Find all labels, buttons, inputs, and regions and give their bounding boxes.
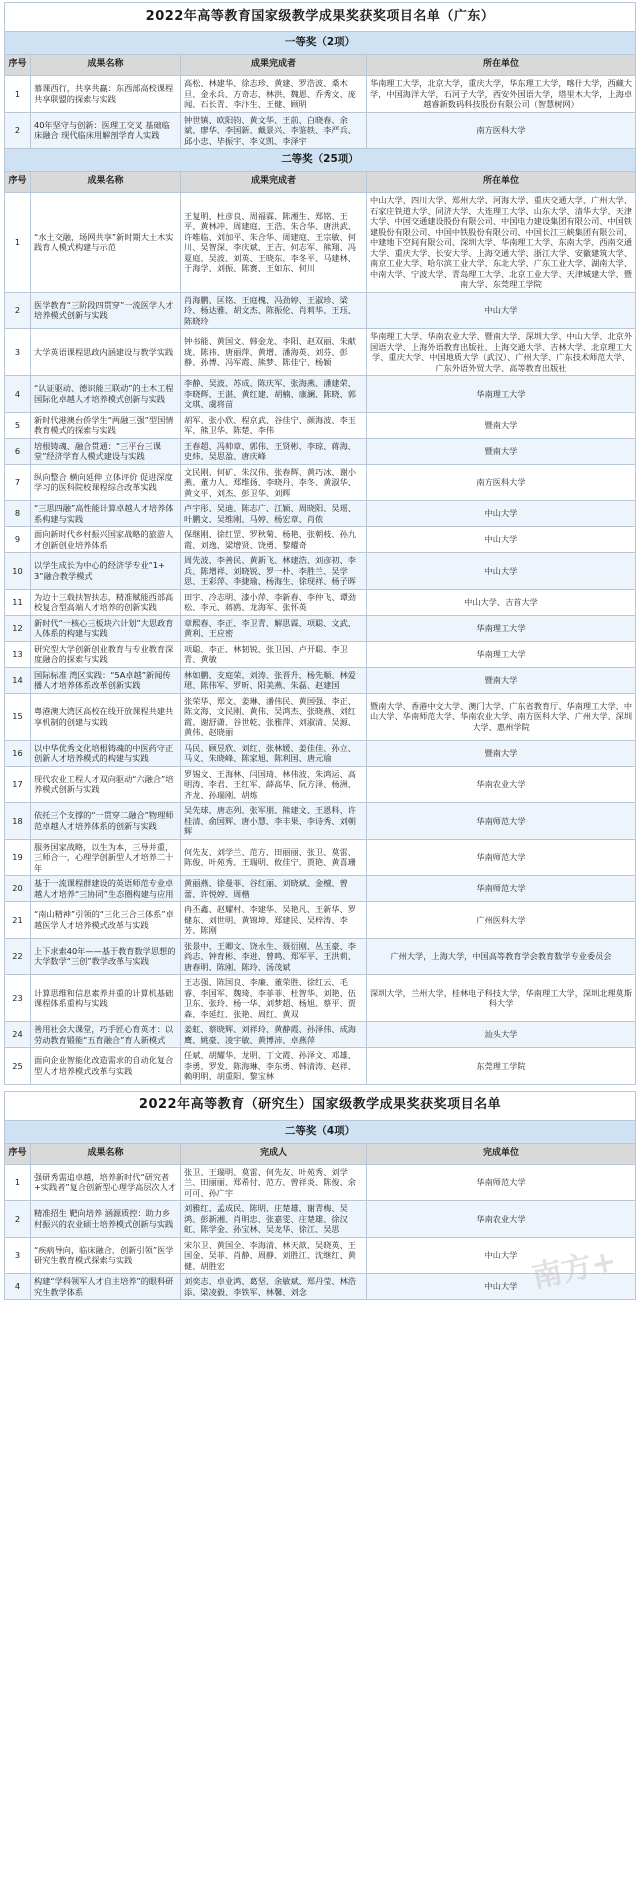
cell-no: 5	[5, 412, 31, 438]
cell-no: 21	[5, 902, 31, 939]
table-row	[5, 376, 636, 413]
cell-name: 计算思维和信息素养并重的计算机基础课程体系重构与实践	[31, 975, 181, 1022]
cell-name: 纵向整合 横向延伸 立体评价 促进深度学习的医科院校课程综合改革实践	[31, 464, 181, 501]
cell-people: 吴先球、唐志列、张军朋、熊建文、王恩科、许桂清、俞国辉、唐小慧、李丰果、李诗秀、刘朝辉	[181, 803, 367, 840]
table-row	[5, 902, 636, 939]
cell-people: 王复明、杜彦良、周福霖、陈湘生、郑铭、王平、黄林冲、周建庭、王浩、朱合华、唐洪武、许唯临、刘加平、朱合华、周建庭、王宗敏、何川、吴智深、李庆斌、王吉、何志军、熊翔、冯夏庭、吴波、刘英、王晓东、李冬平、马建林、于海学、刘振、陈赛、王如东、何川	[181, 193, 367, 293]
header-people: 完成人	[181, 1143, 367, 1164]
cell-name: 强研秀需追卓越，培养新时代“研究者+实践者”复合创新型心理学高层次人才	[31, 1164, 181, 1201]
cell-no: 14	[5, 667, 31, 693]
cell-people: 田宇、冷志明、漆小萍、李新春、李仲飞、谭劲松、李元、蒋鸥、龙海军、张怀英	[181, 589, 367, 615]
cell-no: 8	[5, 501, 31, 527]
table-row	[5, 766, 636, 803]
cell-people: 刘奕志、卓业鸿、葛坚、余敏斌、郑丹莹、林浩添、梁凌毅、李铁军、林馨、刘念	[181, 1274, 367, 1300]
cell-no: 19	[5, 839, 31, 876]
cell-no: 16	[5, 740, 31, 766]
table-row	[5, 975, 636, 1022]
cell-no: 22	[5, 938, 31, 975]
cell-unit: 南方医科大学	[367, 464, 636, 501]
cell-no: 11	[5, 589, 31, 615]
table-row	[5, 412, 636, 438]
cell-unit: 暨南大学	[367, 438, 636, 464]
cell-name: 医学教育“三阶段四贯穿”一流医学人才培养模式创新与实践	[31, 292, 181, 329]
cell-no: 24	[5, 1022, 31, 1048]
table-row	[5, 527, 636, 553]
table-row	[5, 876, 636, 902]
cell-no: 18	[5, 803, 31, 840]
cell-unit: 广州大学，上海大学，中国高等教育学会教育数学专业委员会	[367, 938, 636, 975]
cell-no: 2	[5, 112, 31, 149]
cell-people: 宋尔卫、黄国全、李海清、林天歆、吴晓英、王国金、吴菲、肖静、周静、刘胜江、沈继红、黄健、胡胜宏	[181, 1237, 367, 1274]
cell-name: 慕课西行，共享共赢：东西部高校课程共享联盟的探索与实践	[31, 76, 181, 113]
header-no: 序号	[5, 172, 31, 193]
cell-people: 项聪、李正、林韧锐、张卫国、卢开聪、李卫青、黄敏	[181, 641, 367, 667]
cell-unit: 华南理工大学	[367, 376, 636, 413]
cell-people: 林如鹏、支庭荣、刘涛、张晋升、杨先顺、林爱珺、陈伟军、罗昕、阳美燕、朱磊、赵建国	[181, 667, 367, 693]
header-name: 成果名称	[31, 55, 181, 76]
cell-unit: 华南理工大学	[367, 615, 636, 641]
cell-name: 面向企业智能化改造需求的自动化复合型人才培养模式改革与实践	[31, 1048, 181, 1085]
cell-name: 服务国家战略，以生为本，三导并重，三师合一，心理学创新型人才培养二十年	[31, 839, 181, 876]
cell-unit: 华南师范大学	[367, 839, 636, 876]
cell-no: 25	[5, 1048, 31, 1085]
second-prize-band: 二等奖（25项）	[5, 149, 636, 172]
cell-unit: 华南理工大学、华南农业大学、暨南大学、深圳大学、中山大学、北京外国语大学、上海外语教育出版社、上海交通大学、吉林大学、北京理工大学、重庆大学、中国地质大学（武汉）、广州大学、广东技术师范大学、广东外语外贸大学、高等教育出版社	[367, 329, 636, 376]
first-prize-band: 一等奖（2项）	[5, 32, 636, 55]
table-row	[5, 464, 636, 501]
cell-name: 粤港澳大湾区高校在线开放课程共建共享机制的创建与实践	[31, 693, 181, 740]
cell-no: 1	[5, 193, 31, 293]
cell-name: 依托三个支撑的“一贯穿二融合”物理师范卓越人才培养体系的创新与实践	[31, 803, 181, 840]
cell-name: 新时代港澳台侨学生“两融三强”型国情教育模式的探索与实践	[31, 412, 181, 438]
cell-name: 构建“学科领军人才自主培养”的眼科研究生教学体系	[31, 1274, 181, 1300]
cell-name: 以学生成长为中心的经济学专业“1+3”融合教学模式	[31, 553, 181, 590]
cell-no: 3	[5, 1237, 31, 1274]
cell-name: 以中华优秀文化培根铸魂的中医药守正创新人才培养模式的构建与实践	[31, 740, 181, 766]
header-name: 成果名称	[31, 1143, 181, 1164]
cell-name: 面向新时代乡村振兴国家战略的旅游人才创新创业培养体系	[31, 527, 181, 553]
cell-unit: 中山大学	[367, 1237, 636, 1274]
cell-name: 现代农业工程人才双向驱动“六融合”培养模式创新与实践	[31, 766, 181, 803]
cell-unit: 华南农业大学	[367, 1201, 636, 1238]
watermark: 南方+	[528, 1243, 620, 1296]
cell-people: 卢宇彤、吴迪、陈志广、江颖、周晓阳、吴瑶、叶鹏文、吴维刚、马婷、杨宏章、肖侬	[181, 501, 367, 527]
table-row	[5, 76, 636, 113]
cell-people: 王志强、陈国良、李廉、董荣胜、徐红云、毛睿、李国军、魏琦、李菲菲、杜智华、刘艳、伍卫东、张玲、杨一华、刘梦超、杨旭、蔡平、贾森、李延红、张艳、周红、黄双	[181, 975, 367, 1022]
cell-no: 7	[5, 464, 31, 501]
cell-people: 罗锡文、王海林、闫国琦、林伟波、朱鸿运、高明涛、李君、王红军、薛高华、阮方泽、杨洲、齐龙、孙瑞刚、胡炼	[181, 766, 367, 803]
cell-no: 4	[5, 1274, 31, 1300]
cell-people: 周先波、李善民、黄新飞、林建浩、刘彦初、李兵、陈增祥、刘晓锐、罗一朴、李胜兰、吴学思、王彩萍、李捷瑜、杨海生、徐现祥、杨子晖	[181, 553, 367, 590]
cell-people: 胡军、张小欣、程京武、谷佳宁、颜海波、李玉军、熊卫华、陈楚、李伟	[181, 412, 367, 438]
cell-no: 1	[5, 1164, 31, 1201]
cell-people: 刘雅红、孟成民、陈明、庄楚雄、谢青梅、吴鸿、彭新湘、肖明忠、张嘉雯、庄楚雄、徐汉虹、陈学金、孙宝林、吴龙华、徐江、吴思	[181, 1201, 367, 1238]
cell-unit: 华南师范大学	[367, 803, 636, 840]
table-row	[5, 112, 636, 149]
table-row	[5, 615, 636, 641]
header-unit: 所在单位	[367, 55, 636, 76]
cell-people: 张荣华、郑文、姜琳、潘伟民、黄国强、李正、陈文海、文民刚、黄伟、吴鸿杰、张晓燕、刘红霞、谢舒潇、谷世乾、张雅萍、刘淑清、吴源、黄伟、赵晓丽	[181, 693, 367, 740]
cell-no: 17	[5, 766, 31, 803]
cell-name: 上下求索40年——基于教育数学思想的大学数学“三创”教学改革与实践	[31, 938, 181, 975]
table-row	[5, 1201, 636, 1238]
cell-unit: 暨南大学	[367, 667, 636, 693]
cell-name: “疾病导向，临床融合，创新引领”医学研究生教育模式探索与实践	[31, 1237, 181, 1274]
table-row	[5, 1022, 636, 1048]
table-row	[5, 803, 636, 840]
cell-no: 9	[5, 527, 31, 553]
cell-name: 新时代“一核心三板块六计划”大思政育人体系的构建与实践	[31, 615, 181, 641]
cell-people: 章熙春、李正、李卫青、解思霖、项聪、文武、黄利、王应密	[181, 615, 367, 641]
cell-name: “三思四融”高性能计算卓越人才培养体系构建与实践	[31, 501, 181, 527]
cell-no: 6	[5, 438, 31, 464]
cell-name: 国际标准 湾区实践：“5A卓越”新闻传播人才培养体系改革创新实践	[31, 667, 181, 693]
table-row	[5, 839, 636, 876]
cell-name: 精准招生 靶向培养 涵源质控：助力乡村振兴的农业硕士培养模式创新与实践	[31, 1201, 181, 1238]
header-row	[5, 172, 636, 193]
table-row	[5, 641, 636, 667]
table-title: 2022年高等教育国家级教学成果奖获奖项目名单（广东）	[5, 3, 636, 32]
cell-unit: 暨南大学	[367, 412, 636, 438]
cell-unit: 中山大学	[367, 501, 636, 527]
cell-name: 40年坚守与创新：医理工交叉 基础临床融合 现代临床用解剖学育人实践	[31, 112, 181, 149]
cell-unit: 东莞理工学院	[367, 1048, 636, 1085]
cell-people: 王春超、冯帅章、郭伟、王贤彬、李琼、蒋海、史炜、吴思盈、唐庆峰	[181, 438, 367, 464]
cell-people: 钟世镇、欧阳钧、黄文华、王前、白晓春、余斌、廖华、李国新、戴景兴、李鉴轶、李严兵、邱小忠、毕振宇、李义凯、李泽宇	[181, 112, 367, 149]
cell-name: 大学英语课程思政内涵建设与教学实践	[31, 329, 181, 376]
header-row	[5, 1143, 636, 1164]
table-row	[5, 740, 636, 766]
cell-unit: 暨南大学	[367, 740, 636, 766]
cell-unit: 暨南大学、香港中文大学、澳门大学、广东省教育厅、华南理工大学、中山大学、华南师范大学、华南农业大学、南方医科大学、广州大学、深圳大学、惠州学院	[367, 693, 636, 740]
cell-people: 文民刚、何矿、朱汉伟、张春辉、黄巧冰、谢小燕、董力人、郑维扬、李晓丹、李冬、黄淑华、黄文平、刘杰、彭卫华、刘辉	[181, 464, 367, 501]
cell-name: 为边十三载扶智扶志，精准赋能西部高校复合型高端人才培养的创新实践	[31, 589, 181, 615]
cell-people: 张卫、王瑞明、莫雷、何先友、叶苑秀、刘学兰、田丽丽、郑希付、范方、曾祥炎、陈俊、余可可、孙广宇	[181, 1164, 367, 1201]
table-row	[5, 589, 636, 615]
page	[4, 2, 636, 1300]
cell-no: 12	[5, 615, 31, 641]
cell-unit: 汕头大学	[367, 1022, 636, 1048]
table-row	[5, 292, 636, 329]
cell-people: 姜虹、蔡晓辉、刘祥玲、黄静霞、孙泽伟、成海鹰、姚豪、凌宇敏、黄博沛、卓燕萍	[181, 1022, 367, 1048]
table-row	[5, 329, 636, 376]
header-no: 序号	[5, 55, 31, 76]
cell-name: 基于一流课程群建设的英语师范专业卓越人才培养“三协同”生态圈构建与应用	[31, 876, 181, 902]
table-row	[5, 193, 636, 293]
table-row	[5, 693, 636, 740]
table-row	[5, 438, 636, 464]
table-row	[5, 553, 636, 590]
cell-no: 23	[5, 975, 31, 1022]
cell-name: “水土交融，场网共享”新时期大土木实践育人模式构建与示范	[31, 193, 181, 293]
cell-people: 何先友、刘学兰、范方、田丽丽、张卫、莫雷、陈俊、叶苑秀、王瑞明、攸佳宁、贾艳、黄喜珊	[181, 839, 367, 876]
cell-unit: 南方医科大学	[367, 112, 636, 149]
header-unit: 所在单位	[367, 172, 636, 193]
header-people: 成果完成者	[181, 172, 367, 193]
cell-name: “认证驱动、德识能三联动”的土木工程国际化卓越人才培养模式创新与实践	[31, 376, 181, 413]
header-no: 序号	[5, 1143, 31, 1164]
table-row	[5, 501, 636, 527]
cell-no: 15	[5, 693, 31, 740]
cell-unit: 华南师范大学	[367, 876, 636, 902]
cell-no: 10	[5, 553, 31, 590]
cell-unit: 广州医科大学	[367, 902, 636, 939]
cell-name: “南山精神”引领的“三化三合三体系”卓越医学人才培养模式改革与实践	[31, 902, 181, 939]
cell-people: 李静、吴波、苏成、陈庆军、张海燕、潘建荣、李晓辉、王湛、黄红建、胡楠、康澜、陈晓、郭文琪、虞将苗	[181, 376, 367, 413]
cell-unit: 中山大学	[367, 527, 636, 553]
cell-unit: 中山大学、四川大学、郑州大学、河海大学、重庆交通大学、广州大学、石家庄铁道大学、同济大学、大连理工大学、山东大学、清华大学、天津大学、中国交通建设股份有限公司、中国电力建设集团有限公司、中国铁建股份有限公司、中国中铁股份有限公司、中国长江三峡集团有限公司、中建地下空间有限公司、深圳大学、华南理工大学、东南大学、西南交通大学、重庆大学、长安大学、上海交通大学、浙江大学、安徽建筑大学、南京工业大学、哈尔滨工业大学、东北大学、广东工业大学、湖南大学、中南大学、宁波大学、青岛理工大学、北京工业大学、天津城建大学、暨南大学、东莞理工学院	[367, 193, 636, 293]
grad-second-prize-band: 二等奖（4项）	[5, 1120, 636, 1143]
table-title: 2022年高等教育（研究生）国家级教学成果奖获奖项目名单	[5, 1091, 636, 1120]
header-unit: 完成单位	[367, 1143, 636, 1164]
table-row	[5, 938, 636, 975]
cell-unit: 深圳大学，兰州大学，桂林电子科技大学，华南理工大学，深圳北理莫斯科大学	[367, 975, 636, 1022]
cell-no: 4	[5, 376, 31, 413]
cell-unit: 华南理工大学	[367, 641, 636, 667]
header-name: 成果名称	[31, 172, 181, 193]
cell-name: 善用社会大课堂，巧手匠心育英才：以劳动教育锻能“五育融合”育人新模式	[31, 1022, 181, 1048]
cell-unit: 中山大学、吉首大学	[367, 589, 636, 615]
cell-unit: 华南师范大学	[367, 1164, 636, 1201]
cell-no: 13	[5, 641, 31, 667]
cell-no: 2	[5, 1201, 31, 1238]
cell-unit: 中山大学	[367, 1274, 636, 1300]
cell-unit: 中山大学	[367, 553, 636, 590]
cell-name: 研究型大学创新创业教育与专业教育深度融合的探索与实践	[31, 641, 181, 667]
cell-no: 3	[5, 329, 31, 376]
cell-no: 1	[5, 76, 31, 113]
cell-no: 2	[5, 292, 31, 329]
cell-unit: 中山大学	[367, 292, 636, 329]
cell-people: 冉丕鑫、赵耀村、李建华、吴艳凡、王新华、罗健东、刘世明、黄锦坤、郑建民、吴梓涛、李芳、陈刚	[181, 902, 367, 939]
cell-people: 黄丽燕、徐曼菲、谷红丽、刘晓斌、金檀、曾蕾、许悦婷、周楷	[181, 876, 367, 902]
cell-people: 高松、林建华、徐志珍、黄建、罗浩波、桑木旦、金永兵、方奇志、林洪、魏恩、乔秀文、庞闻、石长青、李汴生、王健、顾明	[181, 76, 367, 113]
cell-unit: 华南理工大学，北京大学，重庆大学，华东理工大学，喀什大学，西藏大学，中国海洋大学，石河子大学，西安外国语大学，塔里木大学，上海卓越睿新数码科技股份有限公司（智慧树网）	[367, 76, 636, 113]
header-people: 成果完成者	[181, 55, 367, 76]
cell-unit: 华南农业大学	[367, 766, 636, 803]
table-row	[5, 1048, 636, 1085]
header-row	[5, 55, 636, 76]
cell-people: 钟书能、黄国文、韩金龙、李阳、赵双丽、朱献珑、陈祎、唐丽萍、黄增、潘海英、刘芬、彭静、孙博、冯军霞、熊梦、陈佳宁、杨颖	[181, 329, 367, 376]
cell-no: 20	[5, 876, 31, 902]
cell-people: 马民、顾昱欣、刘红、张林媛、姜佳佳、孙立、马义、朱晓峰、陈家旭、陈利国、唐元瑜	[181, 740, 367, 766]
table-undergrad	[4, 2, 636, 1085]
cell-people: 张景中、王卿文、饶永生、聂衍刚、丛玉豪、李尚志、钟育彬、李进、曾鸣、郑军平、王洪莉、唐春明、陈刚、陈玲、汤茂斌	[181, 938, 367, 975]
table-row	[5, 667, 636, 693]
cell-people: 肖海鹏、匡铭、王庭槐、冯劲婷、王淑珍、梁玲、杨达雅、胡文杰、陈振伦、肖莉华、王珏、陈晓玲	[181, 292, 367, 329]
cell-name: 培根铸魂、融合贯通：“三平台三课堂”经济学育人模式建设与实践	[31, 438, 181, 464]
cell-people: 任斌、胡耀华、龙明、丁文霞、孙泽文、邓雄、李勇、罗发、陈海琳、李东勇、韩清涛、赵祥、赖明明、胡重阳、黎宝林	[181, 1048, 367, 1085]
cell-people: 保继刚、徐红罡、罗秋菊、杨艳、张朝枝、孙九霞、刘逸、梁增贤、饶勇、黎耀奇	[181, 527, 367, 553]
table-row	[5, 1164, 636, 1201]
